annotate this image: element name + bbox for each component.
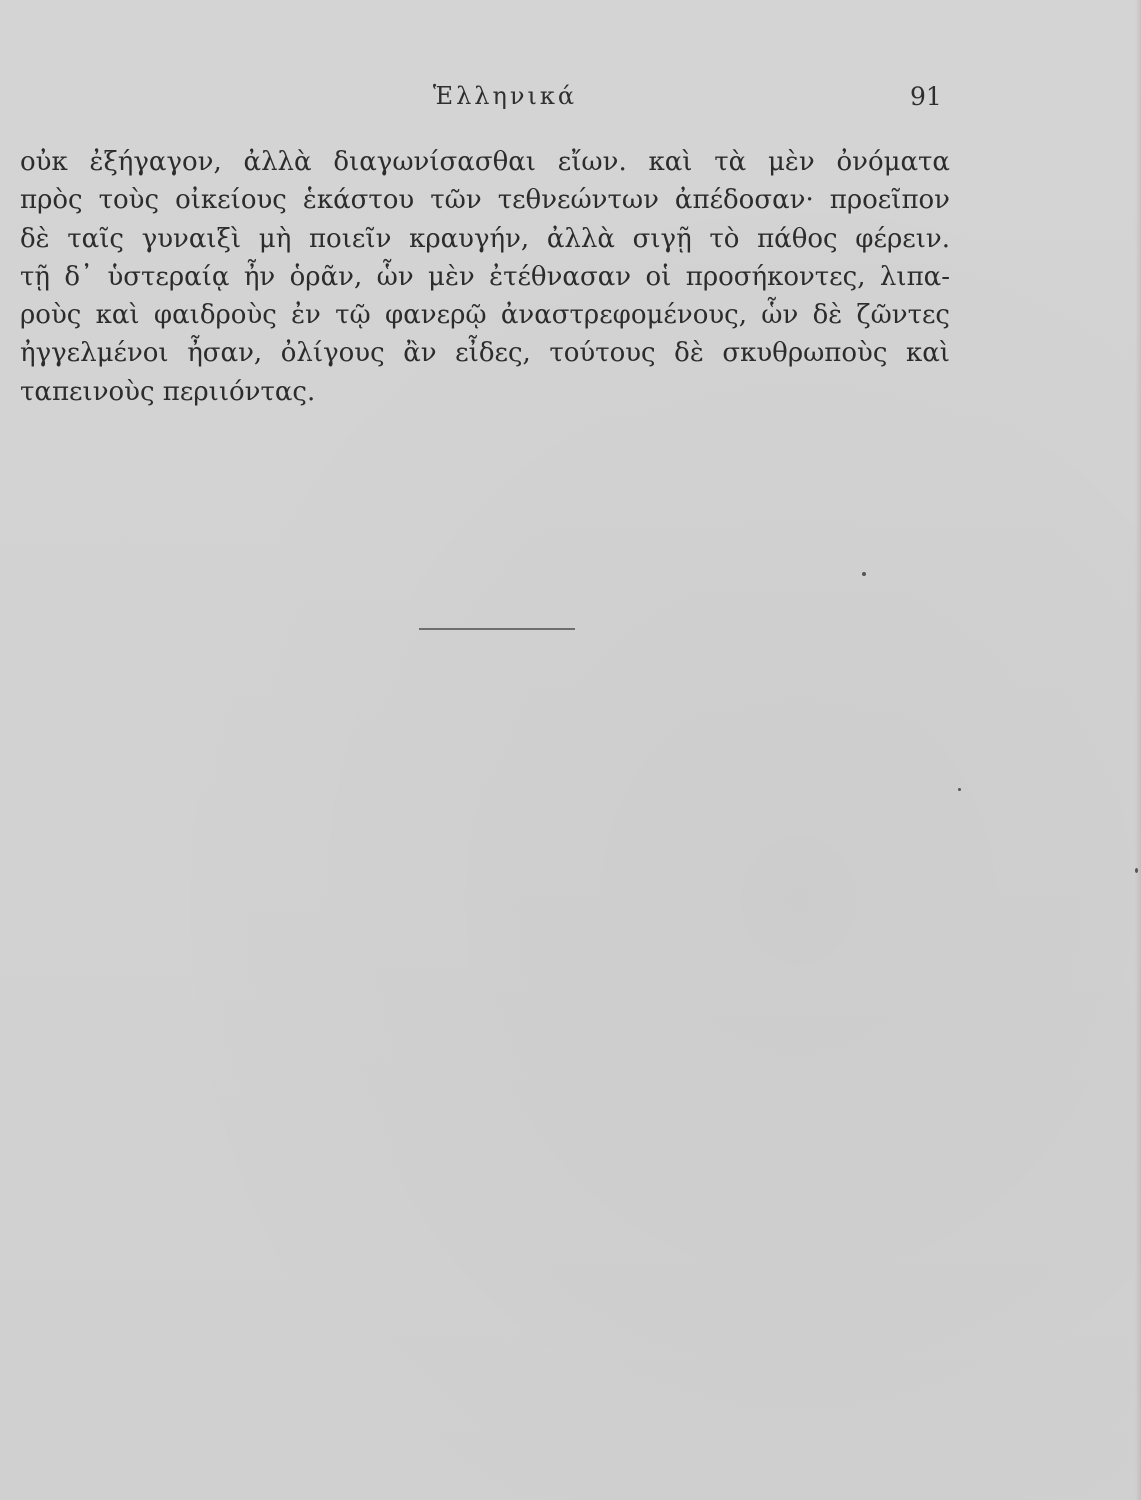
page-edge-shadow — [1135, 0, 1141, 1500]
paper-speck — [1135, 868, 1138, 873]
section-end-rule — [419, 628, 575, 630]
text-line: οὐκ ἐξήγαγον, ἀλλὰ διαγωνίσασθαι εἴων. καὶ τὰ μὲν ὀνόματα — [20, 147, 950, 177]
page-title: Ἑλληνικά — [432, 82, 578, 110]
paper-speck — [958, 788, 961, 791]
text-line: δὲ ταῖς γυναιξὶ μὴ ποιεῖν κραυγήν, ἀλλὰ σιγῇ τὸ πάθος φέρειν. — [20, 223, 950, 254]
text-line: ἠγγελμένοι ἦσαν, ὀλίγους ἂν εἶδες, τούτους δὲ σκυθρωποὺς καὶ — [20, 338, 950, 369]
paper-speck — [862, 572, 866, 576]
text-line-last: ταπεινοὺς περιιόντας. — [20, 376, 316, 407]
main-text-block — [20, 143, 950, 411]
text-line: ροὺς καὶ φαιδροὺς ἐν τῷ φανερῷ ἀναστρεφομένους, ὧν δὲ ζῶντες — [20, 300, 950, 331]
text-line: τῇ δ᾽ ὑστεραίᾳ ἦν ὁρᾶν, ὧν μὲν ἐτέθνασαν οἱ προσήκοντες, λιπα- — [20, 261, 950, 292]
page-number: 91 — [910, 82, 942, 111]
running-head — [0, 78, 1141, 118]
text-line: πρὸς τοὺς οἰκείους ἑκάστου τῶν τεθνεώντων ἀπέδοσαν· προεῖπον — [20, 185, 950, 216]
